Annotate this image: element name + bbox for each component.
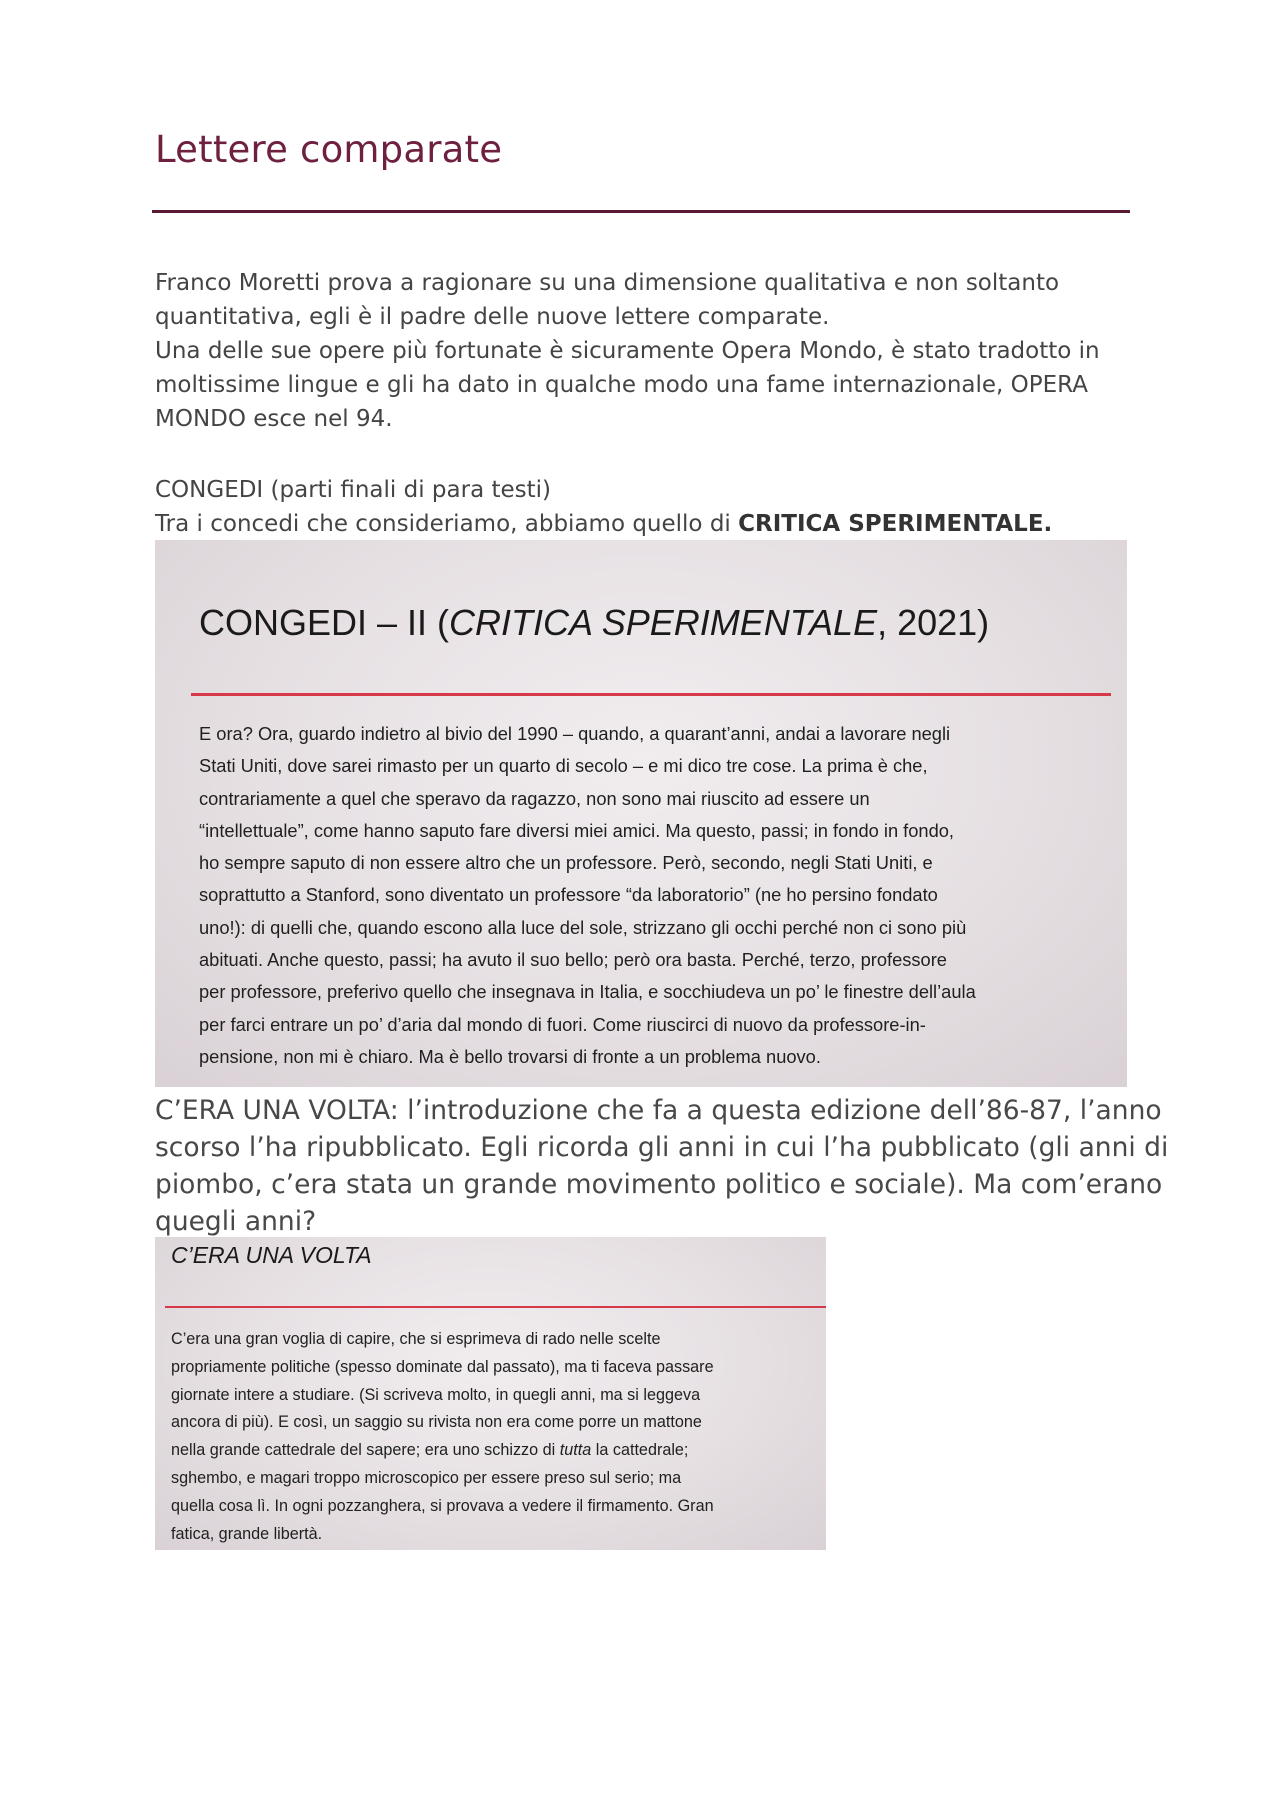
quote-line: quella cosa lì. In ogni pozzanghera, si provava a vedere il firmamento. Gran [171, 1496, 714, 1515]
intro-line: quantitativa, egli è il padre delle nuove lettere comparate. [155, 304, 830, 330]
title-divider [152, 210, 1130, 213]
quote-italic-text: tutta [559, 1441, 592, 1460]
congedi-heading: CONGEDI (parti finali di para testi) [155, 477, 552, 503]
quote-text: la cattedrale; [591, 1441, 689, 1460]
quote-line: per farci entrare un po’ d’aria dal mondo di fuori. Come riuscirci di nuovo da professore-in- [199, 1013, 926, 1035]
quote-line: fatica, grande libertà. [171, 1524, 323, 1543]
quote-line: ancora di più). E così, un saggio su rivista non era come porre un mattone [171, 1413, 702, 1432]
quote-line: contrariamente a quel che speravo da ragazzo, non sono mai riuscito ad essere un [199, 787, 870, 809]
quote-line: “intellettuale”, come hanno saputo fare diversi miei amici. Ma questo, passi; in fondo in fondo, [199, 819, 955, 841]
quote-line: E ora? Ora, guardo indietro al bivio del 1990 – quando, a quarant’anni, andai a lavorare negli [199, 723, 951, 744]
cera-line: piombo, c’era stata un grande movimento politico e sociale). Ma com’erano [155, 1169, 1163, 1200]
intro-line: Franco Moretti prova a ragionare su una dimensione qualitativa e non soltanto [155, 270, 1060, 296]
cera-line: quegli anni? [155, 1206, 317, 1237]
page-title: Lettere comparate [155, 128, 503, 171]
slide-quote [171, 1326, 821, 1548]
quote-line: C’era una gran voglia di capire, che si esprimeva di rado nelle scelte [171, 1330, 661, 1348]
quote-line: sghembo, e magari troppo microscopico per essere preso sul serio; ma [171, 1468, 682, 1487]
congedi-bold-text: CRITICA SPERIMENTALE. [738, 511, 1053, 537]
quote-line [171, 1437, 821, 1465]
slide-quote [199, 718, 1099, 1073]
quote-text: nella grande cattedrale del sapere; era uno schizzo di [171, 1441, 560, 1460]
cera-line: scorso l’ha ripubblicato. Egli ricorda gli anni in cui l’ha pubblicato (gli anni di [155, 1132, 1169, 1163]
cera-paragraph [155, 1092, 1169, 1240]
intro-paragraph [155, 266, 1135, 436]
quote-line: propriamente politiche (spesso dominate dal passato), ma ti faceva passare [171, 1357, 714, 1376]
slide-title: C’ERA UNA VOLTA [171, 1242, 372, 1268]
congedi-paragraph [155, 473, 1135, 541]
slide-title-prefix: CONGEDI – II ( [199, 602, 450, 643]
slide-divider [191, 693, 1111, 696]
slide-cera-image [155, 1237, 826, 1550]
quote-line: abituati. Anche questo, passi; ha avuto il suo bello; però ora basta. Perché, terzo, professore [199, 949, 947, 971]
slide-divider [165, 1306, 826, 1308]
slide-title-italic: CRITICA SPERIMENTALE [449, 602, 878, 643]
slide-title [199, 602, 989, 644]
intro-line: MONDO esce nel 94. [155, 406, 393, 432]
intro-line: Una delle sue opere più fortunate è sicuramente Opera Mondo, è stato tradotto in [155, 338, 1100, 364]
quote-line: giornate intere a studiare. (Si scriveva molto, in quegli anni, ma si leggeva [171, 1385, 701, 1404]
intro-line: moltissime lingue e gli ha dato in qualche modo una fame internazionale, OPERA [155, 372, 1088, 398]
congedi-line [155, 507, 1135, 541]
slide-title-suffix: , 2021) [877, 602, 990, 643]
quote-line: soprattutto a Stanford, sono diventato un professore “da laboratorio” (ne ho persino fondato [199, 884, 938, 906]
congedi-text: Tra i concedi che consideriamo, abbiamo quello di [155, 511, 739, 537]
slide-congedi-image [155, 540, 1127, 1087]
quote-line: ho sempre saputo di non essere altro che un professore. Però, secondo, negli Stati Uniti, e [199, 852, 933, 874]
cera-line: C’ERA UNA VOLTA: l’introduzione che fa a questa edizione dell’86-87, l’anno [155, 1095, 1162, 1126]
quote-line: Stati Uniti, dove sarei rimasto per un quarto di secolo – e mi dico tre cose. La prima è che, [199, 755, 928, 777]
quote-line: per professore, preferivo quello che insegnava in Italia, e socchiudeva un po’ le finestre dell’aula [199, 981, 976, 1003]
quote-line: uno!): di quelli che, quando escono alla luce del sole, strizzano gli occhi perché non ci sono più [199, 916, 967, 938]
quote-line: pensione, non mi è chiaro. Ma è bello trovarsi di fronte a un problema nuovo. [199, 1045, 821, 1067]
